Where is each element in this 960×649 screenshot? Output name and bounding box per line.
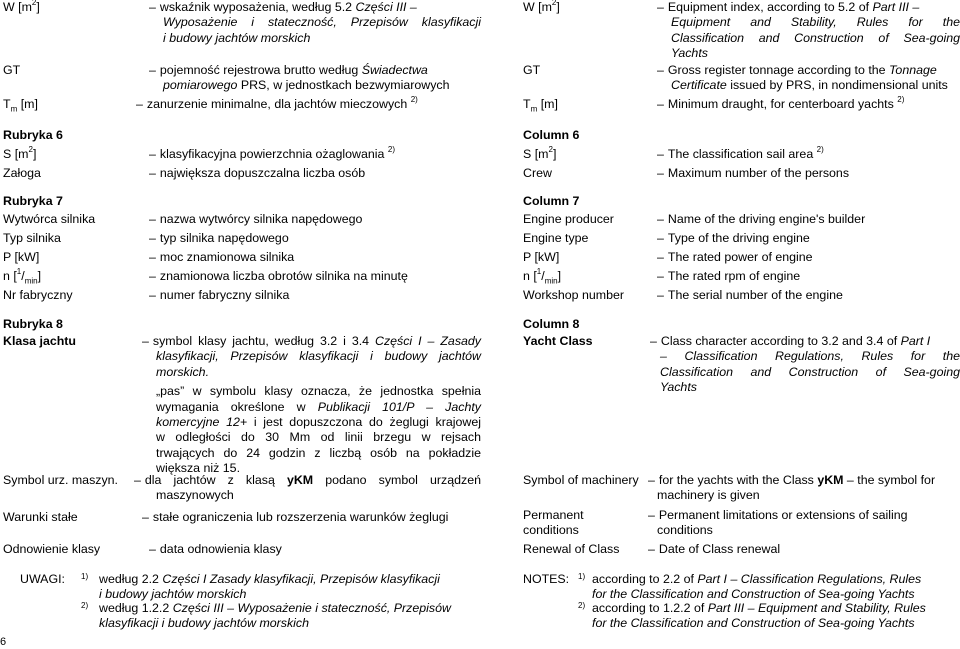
permanent-conditions-description: – stałe ograniczenia lub rozszerzenia warunków żeglugi xyxy=(142,510,448,525)
column-6-heading: Column 6 xyxy=(523,128,580,142)
yacht-class-label-en: Yacht Class xyxy=(523,334,593,348)
engine-producer-description: – nazwa wytwórcy silnika napędowego xyxy=(149,212,362,227)
yacht-class-description-en: – Class character according to 3.2 and 3.4 of Part I – Classification Regulations, Rules for the Classification and Construction of Sea-going Yachts xyxy=(650,334,960,396)
engine-type-label: Typ silnika xyxy=(3,231,61,245)
yacht-class-label: Klasa jachtu xyxy=(3,334,76,348)
engine-producer-label: Wytwórca silnika xyxy=(3,212,96,226)
class-renewal-label: Odnowienie klasy xyxy=(3,542,101,556)
gt-description-en: – Gross register tonnage according to the Tonnage Certificate issued by PRS, in nondimensional units xyxy=(657,63,960,94)
rpm-description-en: – The rated rpm of engine xyxy=(657,269,800,284)
serial-label: Nr fabryczny xyxy=(3,288,73,302)
engine-type-description: – typ silnika napędowego xyxy=(149,231,289,246)
power-description-en: – The rated power of engine xyxy=(657,250,813,265)
tm-label-en: $T_m$ [m] xyxy=(523,97,558,114)
serial-description-en: – The serial number of the engine xyxy=(657,288,843,303)
note-2-marker: 2) xyxy=(81,601,89,610)
w-description: – wskaźnik wyposażenia, według 5.2 Części III – Wyposażenie i stateczność, Przepisów klasyfikacji i budowy jachtów morskich xyxy=(149,0,481,46)
permanent-conditions-label-en: Permanent conditions xyxy=(523,508,584,538)
engine-producer-description-en: – Name of the driving engine's builder xyxy=(657,212,865,227)
power-label: P [kW] xyxy=(3,250,40,264)
tm-description: – zanurzenie minimalne, dla jachtów mieczowych $^{2)}$ xyxy=(136,97,418,112)
crew-description: – największa dopuszczalna liczba osób xyxy=(149,166,365,181)
w-label: W [m xyxy=(3,0,32,14)
serial-description: – numer fabryczny silnika xyxy=(149,288,289,303)
permanent-conditions-description-en: – Permanent limitations or extensions of sailing conditions xyxy=(648,508,960,539)
machinery-symbol-label-en: Symbol of machinery xyxy=(523,473,639,487)
note-1-marker-en: 1) xyxy=(578,572,586,581)
s-label: S $[m^2]$ xyxy=(3,144,37,161)
column-8-heading: Column 8 xyxy=(523,317,580,331)
class-renewal-description: – data odnowienia klasy xyxy=(149,542,282,557)
machinery-symbol-label: Symbol urz. maszyn. xyxy=(3,473,118,487)
engine-type-label-en: Engine type xyxy=(523,231,589,245)
s-description-en: – The classification sail area $^{2)}$ xyxy=(657,147,824,162)
gt-label: GT xyxy=(3,63,21,77)
note-1-text-en: according to 2.2 of Part I – Classification Regulations, Rules for the Classification and Construction of Sea-going Yachts xyxy=(592,572,922,602)
machinery-symbol-description-en: – for the yachts with the Class yKM – the symbol for machinery is given xyxy=(648,473,960,504)
notes-label-en: NOTES: xyxy=(523,572,570,586)
w-description-en: – Equipment index, according to 5.2 of Part III – Equipment and Stability, Rules for the Classification and Construction of Sea-going Yachts xyxy=(657,0,960,62)
rpm-description: – znamionowa liczba obrotów silnika na minutę xyxy=(149,269,408,284)
engine-producer-label-en: Engine producer xyxy=(523,212,614,226)
gt-description: – pojemność rejestrowa brutto według Świadectwa pomiarowego PRS, w jednostkach bezwymiarowych xyxy=(149,63,481,94)
permanent-conditions-label: Warunki stałe xyxy=(3,510,78,524)
page-number: 6 xyxy=(0,636,7,648)
engine-type-description-en: – Type of the driving engine xyxy=(657,231,810,246)
crew-description-en: – Maximum number of the persons xyxy=(657,166,849,181)
rubryka-6-heading: Rubryka 6 xyxy=(3,128,63,142)
w-label-en: W $[m^2]$ xyxy=(523,0,560,14)
gt-label-en: GT xyxy=(523,63,541,77)
power-description: – moc znamionowa silnika xyxy=(149,250,294,265)
column-7-heading: Column 7 xyxy=(523,194,580,208)
machinery-symbol-description: – dla jachtów z klasą yKM podano symbol urządzeń maszynowych xyxy=(134,473,481,504)
s-label-en: S $[m^2]$ xyxy=(523,144,557,161)
rpm-label: n $[^1/_{min}]$ xyxy=(3,266,42,286)
power-label-en: P [kW] xyxy=(523,250,560,264)
notes-label: UWAGI: xyxy=(20,572,65,586)
crew-label-en: Crew xyxy=(523,166,552,180)
class-renewal-description-en: – Date of Class renewal xyxy=(648,542,780,557)
note-2-text-en: according to 1.2.2 of Part III – Equipment and Stability, Rules for the Classification and Construction of Sea-going Yachts xyxy=(592,601,926,631)
crew-label: Załoga xyxy=(3,166,41,180)
tm-description-en: – Minimum draught, for centerboard yachts $^{2)}$ xyxy=(657,97,904,112)
note-1-text: według 2.2 Części I Zasady klasyfikacji, Przepisów klasyfikacji i budowy jachtów morskich xyxy=(99,572,440,602)
rubryka-8-heading: Rubryka 8 xyxy=(3,317,63,331)
rubryka-7-heading: Rubryka 7 xyxy=(3,194,63,208)
note-1-marker: 1) xyxy=(81,572,89,581)
serial-label-en: Workshop number xyxy=(523,288,625,302)
note-2-text: według 1.2.2 Części III – Wyposażenie i stateczność, Przepisów klasyfikacji i budowy jachtów morskich xyxy=(99,601,451,631)
rpm-label-en: n $[^1/_{min}]$ xyxy=(523,266,562,286)
tm-label: $T_m$ [m] xyxy=(3,97,38,114)
class-renewal-label-en: Renewal of Class xyxy=(523,542,620,556)
s-description: – klasyfikacyjna powierzchnia ożaglowania $^{2)}$ xyxy=(149,147,395,162)
yacht-class-description: – symbol klasy jachtu, według 3.2 i 3.4 Części I – Zasady klasyfikacji, Przepisów klasyfikacji i budowy jachtów morskich. „pas” w symbolu klasy oznacza, że jednostka spełnia wymagania określone w Publikacji 101/P – Jachty komercyjne 12+ i jest dopuszczona do żeglugi krajowej w odległości do 30 Mm od linii brzegu w rejsach trwających do 24 godzin z liczbą osób na pokładzie większa niż 15. xyxy=(142,334,481,477)
note-2-marker-en: 2) xyxy=(578,601,586,610)
